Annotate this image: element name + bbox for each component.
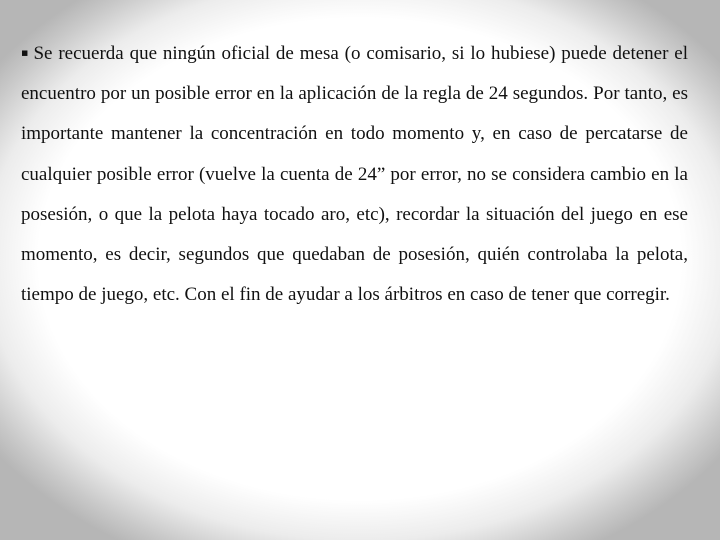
slide-content	[21, 33, 688, 315]
bullet-icon: ▪	[21, 46, 29, 59]
bullet-paragraph	[21, 33, 688, 315]
paragraph-text: Se recuerda que ningún oficial de mesa (o comisario, si lo hubiese) puede detener el encuentro por un posible error en la aplicación de la regla de 24 segundos. Por tanto, es importante mantener la concentración en todo momento y, en caso de percatarse de cualquier posible error (vuelve la cuenta de 24” por error, no se considera cambio en la posesión, o que la pelota haya tocado aro, etc), recordar la situación del juego en ese momento, es decir, segundos que quedaban de posesión, quién controlaba la pelota, tiempo de juego, etc. Con el fin de ayudar a los árbitros en caso de tener que corregir.	[21, 43, 688, 306]
